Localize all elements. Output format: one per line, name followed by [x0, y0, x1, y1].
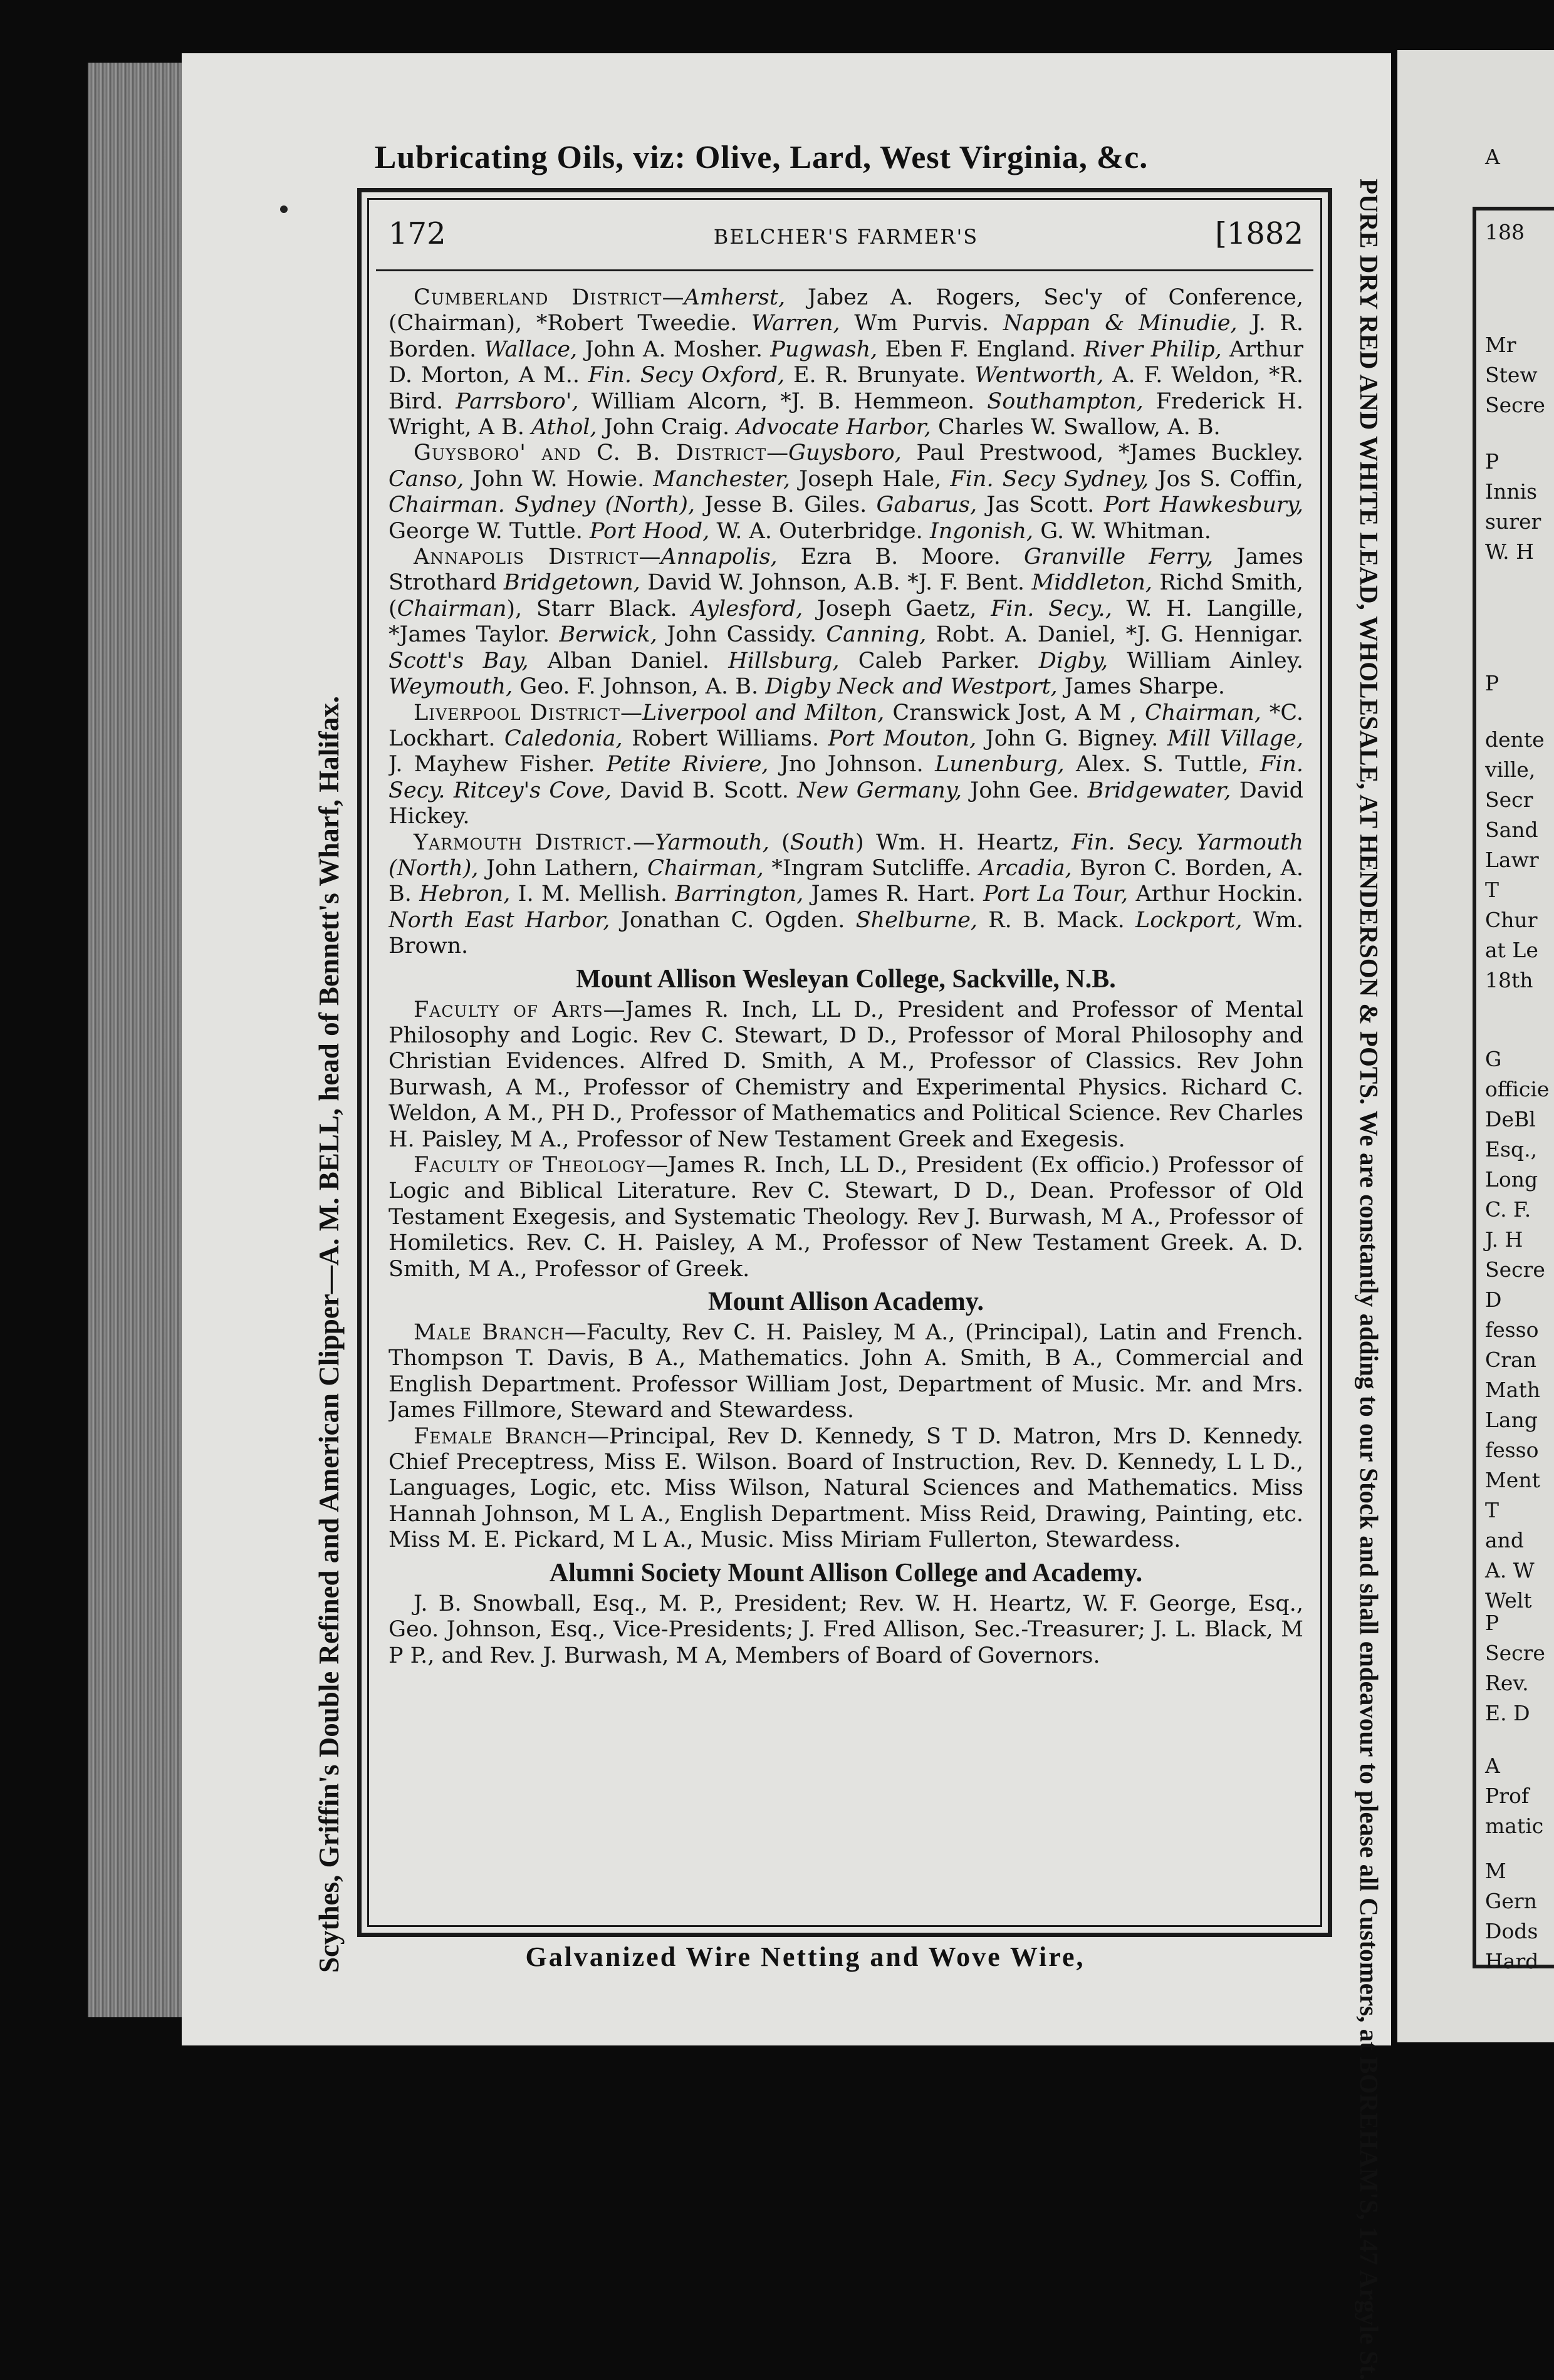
guysboro-district-entry: Guysboro' and C. B. District—Guysboro, Paul Prestwood, *James Buckley. Canso, John W. Howie. Manchester, Joseph Hale, Fin. Secy Sydney, Jos S. Coffin, Chairman. Sydney (North), Jesse B. Giles. Gabarus, Jas Scott. Port Hawkesbury, George W. Tuttle. Port Hood, W. A. Outerbridge. Ingonish, G. W. Whitman. — [388, 440, 1303, 544]
facing-page-fragment: fesso — [1485, 1317, 1539, 1342]
facing-page-fragment: Dods — [1485, 1919, 1538, 1943]
page-content — [388, 285, 1303, 1908]
facing-page-fragment: A — [1485, 1754, 1500, 1778]
facing-page-fragment: J. H — [1485, 1227, 1523, 1252]
facing-page — [1397, 50, 1554, 2042]
facing-page-fragment: Sand — [1485, 818, 1538, 842]
facing-page-fragment: fesso — [1485, 1438, 1539, 1462]
facing-page-fragment: ville, — [1485, 757, 1536, 782]
liverpool-district-entry: Liverpool District—Liverpool and Milton, Cranswick Jost, A M , Chairman, *C. Lockhart. Caledonia, Robert Williams. Port Mouton, John G. Bigney. Mill Village, J. Mayhew Fisher. Petite Riviere, Jno Johnson. Lunenburg, Alex. S. Tuttle, Fin. Secy. Ritcey's Cove, David B. Scott. New Germany, John Gee. Bridgewater, David Hickey. — [388, 700, 1303, 829]
facing-page-fragment: Welt — [1485, 1588, 1532, 1613]
faculty-of-theology-entry: Faculty of Theology—James R. Inch, LL D., President (Ex officio.) Professor of Logic and Biblical Literature. Rev C. Stewart, D D., Dean. Professor of Old Testament Exegesis, and Systematic Theology. Rev J. Burwash, M A., Professor of Homiletics. Rev. C. H. Paisley, A M., Professor of New Testament Greek. A. D. Smith, M A., Professor of Greek. — [388, 1153, 1303, 1282]
academy-heading: Mount Allison Academy. — [708, 1287, 984, 1317]
facing-page-fragment: G — [1485, 1047, 1502, 1071]
yarmouth-district-entry: Yarmouth District.—Yarmouth, (South) Wm. H. Heartz, Fin. Secy. Yarmouth (North), John Lathern, Chairman, *Ingram Sutcliffe. Arcadia, Byron C. Borden, A. B. Hebron, I. M. Mellish. Barrington, James R. Hart. Port La Tour, Arthur Hockin. North East Harbor, Jonathan C. Ogden. Shelburne, R. B. Mack. Lockport, Wm. Brown. — [388, 829, 1303, 959]
facing-page-text — [1404, 50, 1554, 2042]
facing-page-fragment: T — [1485, 1498, 1499, 1522]
alumni-heading: Alumni Society Mount Allison College and Academy. — [549, 1558, 1143, 1588]
facing-page-fragment: dente — [1485, 727, 1545, 752]
facing-page-fragment: P — [1485, 449, 1499, 474]
facing-page-fragment: C. F. — [1485, 1197, 1531, 1222]
annapolis-district-entry: Annapolis District—Annapolis, Ezra B. Moore. Granville Ferry, James Strothard Bridgetown, David W. Johnson, A.B. *J. F. Bent. Middleton, Richd Smith, (Chairman), Starr Black. Aylesford, Joseph Gaetz, Fin. Secy., W. H. Langille, *James Taylor. Berwick, John Cassidy. Canning, Robt. A. Daniel, *J. G. Hennigar. Scott's Bay, Alban Daniel. Hillsburg, Caleb Parker. Digby, William Ainley. Weymouth, Geo. F. Johnson, A. B. Digby Neck and Westport, James Sharpe. — [388, 544, 1303, 700]
right-margin-advertisement: PURE DRY RED AND WHITE LEAD, WHOLESALE, AT HENDERSON & POTS. We are constantly adding to our Stock and shall endeavour to please all Customers, at BOREHAM'S, 147 Argyle St. — [1355, 179, 1384, 2380]
facing-page-fragment: Lawr — [1485, 848, 1539, 872]
facing-page-fragment: T — [1485, 878, 1499, 902]
facing-page-fragment: P — [1485, 1611, 1499, 1635]
facing-page-fragment: Stew — [1485, 363, 1538, 387]
college-heading: Mount Allison Wesleyan College, Sackville, N.B. — [576, 964, 1116, 994]
facing-page-fragment: A — [1485, 145, 1500, 169]
facing-page-fragment: DeBl — [1485, 1107, 1536, 1131]
page-number: 172 — [388, 216, 446, 251]
facing-page-fragment: and — [1485, 1528, 1525, 1552]
facing-page-fragment: Innis — [1485, 479, 1538, 504]
facing-page-fragment: Esq., — [1485, 1137, 1538, 1161]
facing-page-fragment: matic — [1485, 1814, 1544, 1838]
facing-page-fragment: Prof — [1485, 1784, 1530, 1808]
bottom-advertisement: Galvanized Wire Netting and Wove Wire, — [525, 1941, 1085, 1972]
facing-page-fragment: W. H — [1485, 539, 1534, 564]
facing-page-fragment: Mr — [1485, 333, 1516, 357]
facing-page-fragment: 18th — [1485, 968, 1533, 992]
facing-page-fragment: Cran — [1485, 1348, 1536, 1372]
facing-page-fragment: surer — [1485, 509, 1541, 534]
header-rule — [376, 269, 1313, 271]
facing-page-fragment: E. D — [1485, 1701, 1530, 1725]
cumberland-district-entry: Cumberland District—Amherst, Jabez A. Rogers, Sec'y of Conference, (Chairman), *Robert Tweedie. Warren, Wm Purvis. Nappan & Minudie, J. R. Borden. Wallace, John A. Mosher. Pugwash, Eben F. England. River Philip, Arthur D. Morton, A M.. Fin. Secy Oxford, E. R. Brunyate. Wentworth, A. F. Weldon, *R. Bird. Parrsboro', William Alcorn, *J. B. Hemmeon. Southampton, Frederick H. Wright, A B. Athol, John Craig. Advocate Harbor, Charles W. Swallow, A. B. — [388, 285, 1303, 440]
facing-page-fragment: officie — [1485, 1077, 1550, 1101]
facing-page-fragment: Secre — [1485, 1641, 1545, 1665]
top-advertisement: Lubricating Oils, viz: Olive, Lard, West Virginia, &c. — [374, 140, 1149, 175]
left-margin-advertisement: Scythes, Griffin's Double Refined and American Clipper—A. M. BELL, head of Bennett's Wharf, Halifax. — [313, 696, 345, 1973]
year-mark: [1882 — [1215, 216, 1303, 251]
facing-page-fragment: Hard — [1485, 1949, 1539, 1973]
running-title: BELCHER'S FARMER'S — [713, 225, 979, 249]
facing-page-fragment: Long — [1485, 1167, 1538, 1192]
facing-page-fragment: Secr — [1485, 787, 1533, 812]
book-binding-edge — [88, 63, 182, 2017]
facing-page-fragment: at Le — [1485, 938, 1538, 962]
facing-page-fragment: Lang — [1485, 1408, 1538, 1432]
female-branch-entry: Female Branch—Principal, Rev D. Kennedy, S T D. Matron, Mrs D. Kennedy. Chief Preceptress, Miss E. Wilson. Board of Instruction, Rev. D. Kennedy, L L D., Languages, Logic, etc. Miss Wilson, Natural Sciences and Mathematics. Miss Hannah Johnson, M L A., English Department. Miss Reid, Drawing, Painting, etc. Miss M. E. Pickard, M L A., Music. Miss Miriam Fullerton, Stewardess. — [388, 1423, 1303, 1553]
facing-page-fragment: Secre — [1485, 393, 1545, 417]
facing-page-fragment: Rev. — [1485, 1671, 1529, 1695]
facing-page-fragment: Math — [1485, 1378, 1540, 1402]
facing-page-fragment: Gern — [1485, 1889, 1537, 1913]
facing-page-fragment: Chur — [1485, 908, 1538, 932]
facing-page-fragment: Secre — [1485, 1257, 1545, 1282]
facing-page-fragment: P — [1485, 671, 1499, 695]
male-branch-entry: Male Branch—Faculty, Rev C. H. Paisley, M A., (Principal), Latin and French. Thompson T. Davis, B A., Mathematics. John A. Smith, B A., Commercial and English Department. Professor William Jost, Department of Music. Mr. and Mrs. James Fillmore, Steward and Stewardess. — [388, 1320, 1303, 1423]
ink-speck — [280, 205, 288, 213]
faculty-of-arts-entry: Faculty of Arts—James R. Inch, LL D., President and Professor of Mental Philosophy and Logic. Rev C. Stewart, D D., Professor of Moral Philosophy and Christian Evidences. Alfred D. Smith, A M., Professor of Classics. Rev John Burwash, A M., Professor of Chemistry and Experimental Physics. Richard C. Weldon, A M., PH D., Professor of Mathematics and Political Science. Rev Charles H. Paisley, M A., Professor of New Testament Greek and Exegesis. — [388, 997, 1303, 1152]
facing-page-fragment: Ment — [1485, 1468, 1540, 1492]
facing-page-fragment: M — [1485, 1859, 1506, 1883]
alumni-society-entry: J. B. Snowball, Esq., M. P., President; Rev. W. H. Heartz, W. F. George, Esq., Geo. Johnson, Esq., Vice-Presidents; J. Fred Allison, Sec.-Treasurer; J. L. Black, M P P., and Rev. J. Burwash, M A, Members of Board of Governors. — [388, 1591, 1303, 1668]
facing-page-fragment: 188 — [1485, 220, 1525, 244]
running-header — [388, 216, 1303, 266]
facing-page-fragment: A. W — [1485, 1558, 1535, 1582]
facing-page-fragment: D — [1485, 1287, 1502, 1312]
